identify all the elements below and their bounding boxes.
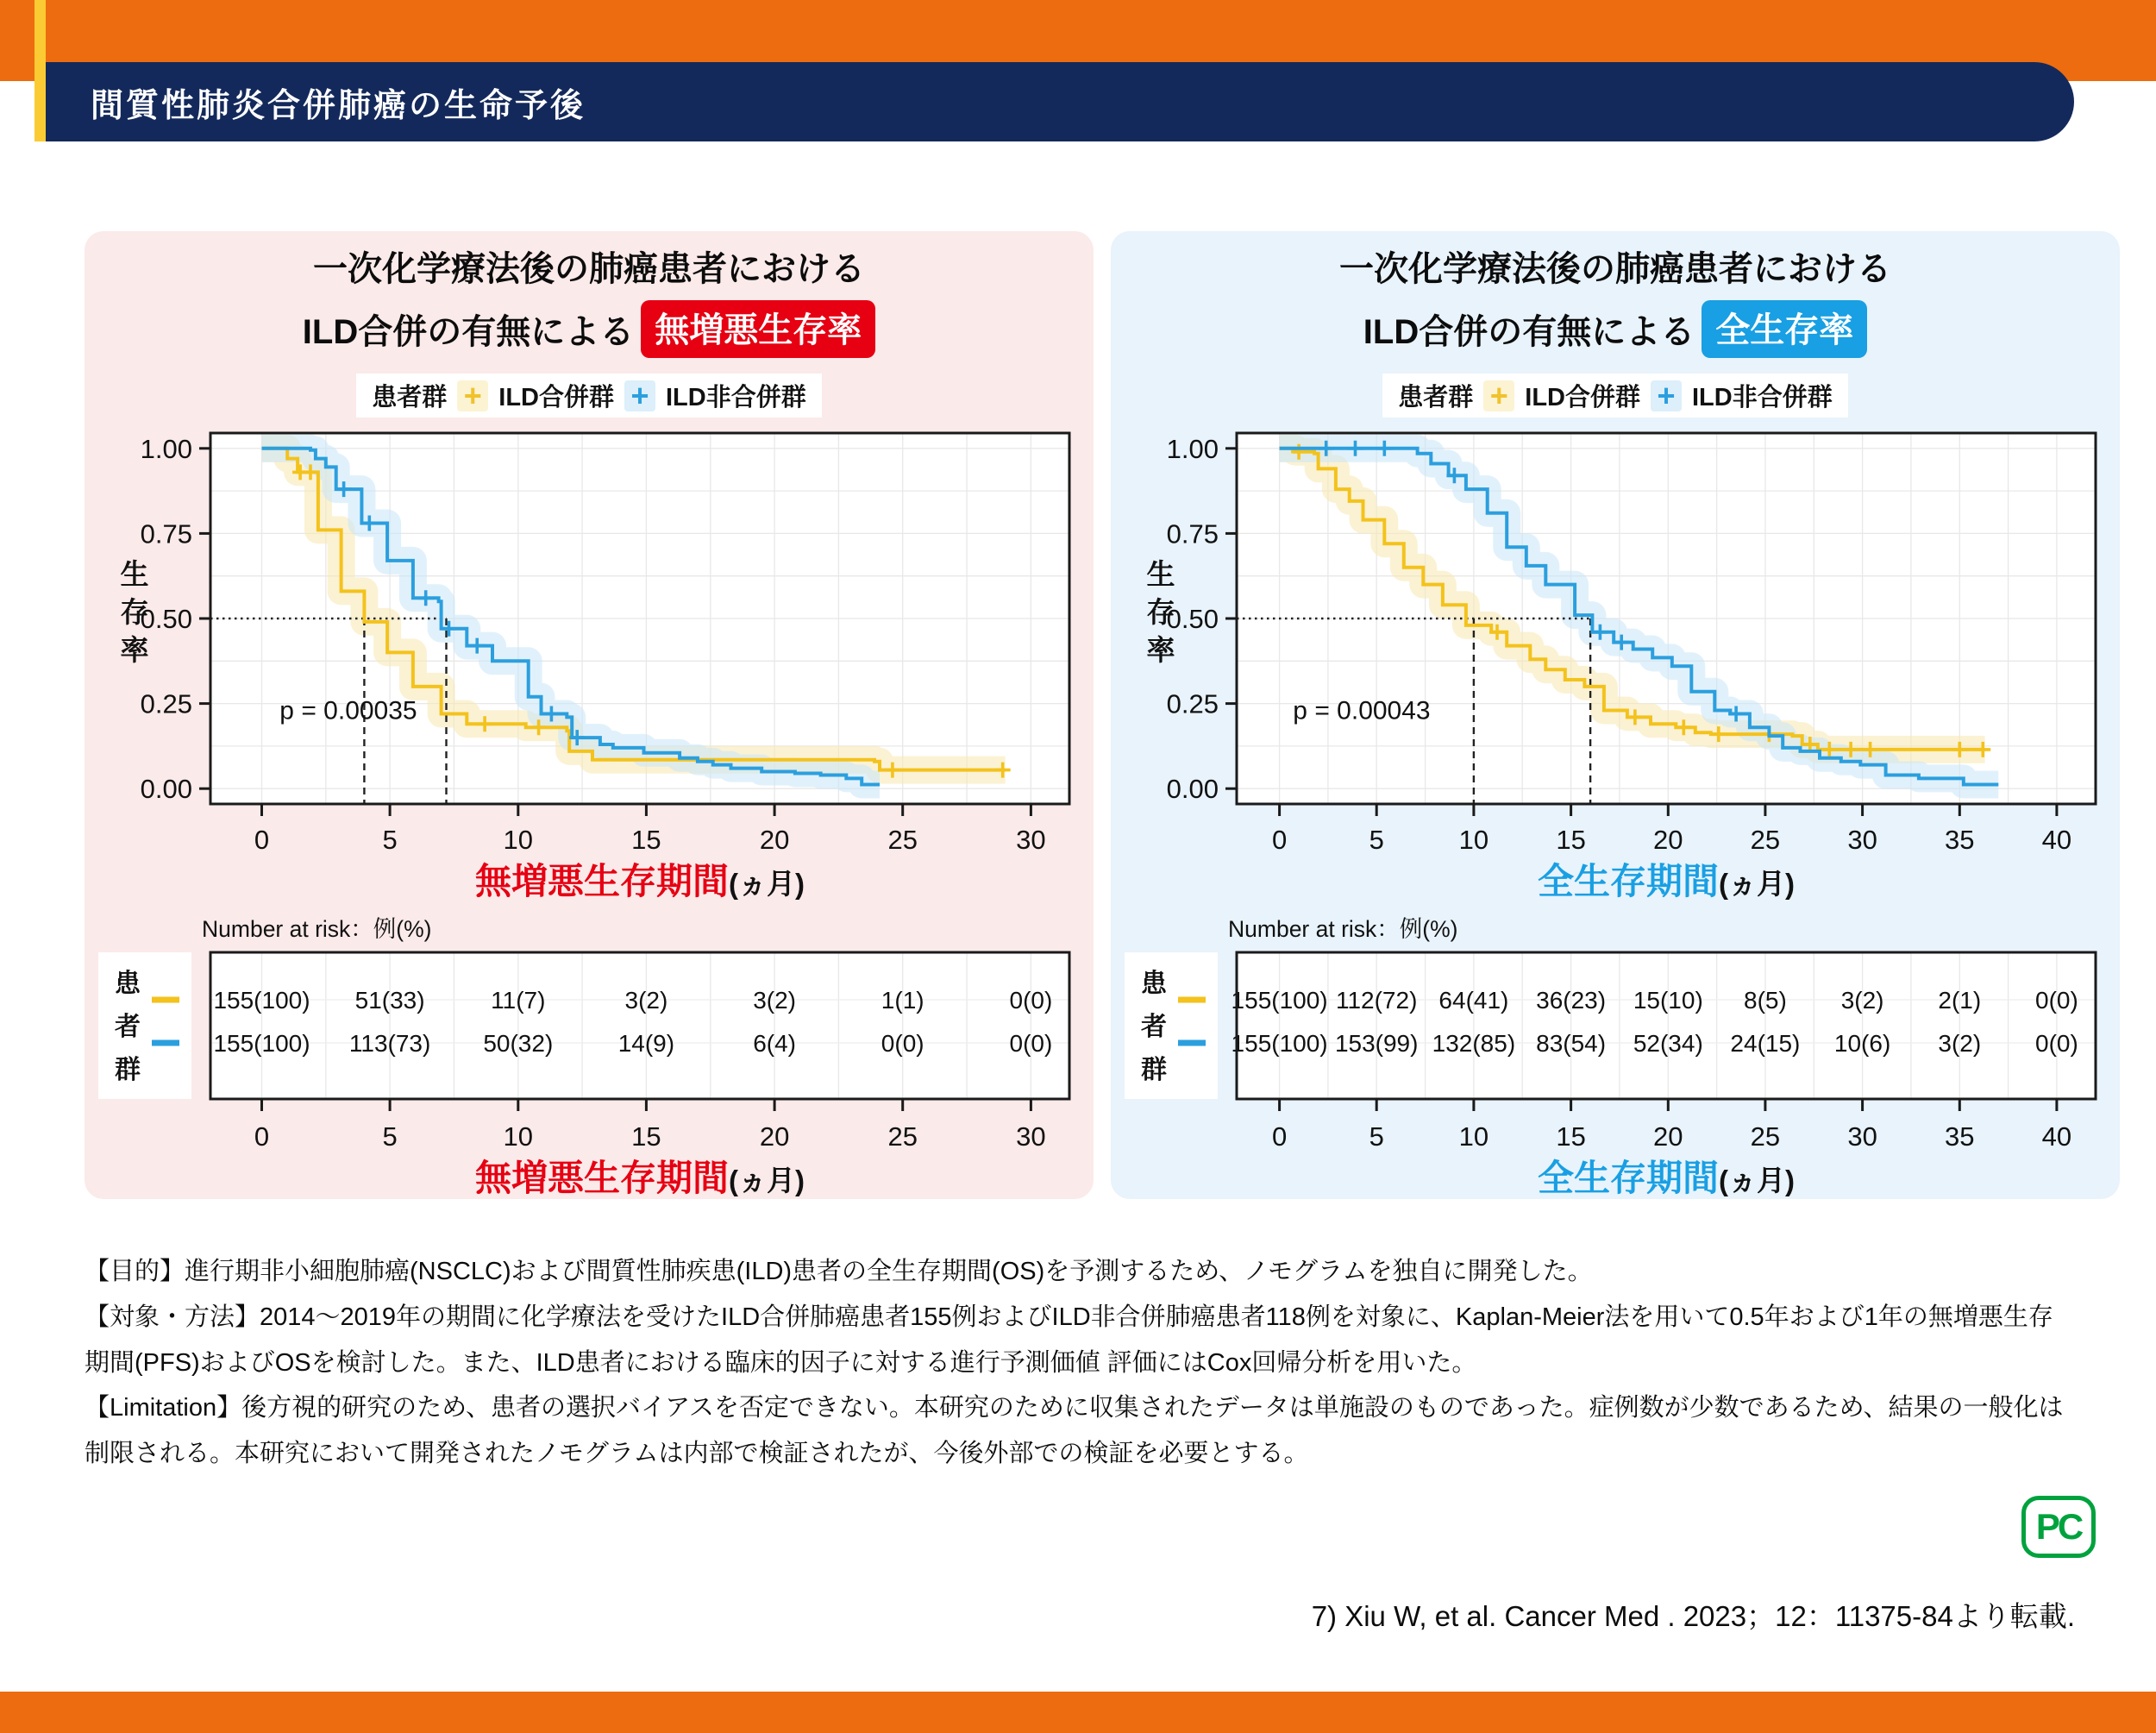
svg-text:者: 者: [115, 1013, 141, 1041]
svg-text:5: 5: [382, 1121, 398, 1152]
svg-text:0.25: 0.25: [1166, 688, 1219, 719]
svg-text:52(34): 52(34): [1633, 1030, 1703, 1057]
yellow-accent-stripe: [34, 0, 46, 141]
svg-text:p = 0.00035: p = 0.00035: [279, 696, 417, 725]
svg-text:0(0): 0(0): [881, 1030, 924, 1057]
svg-text:0: 0: [1271, 1121, 1288, 1152]
svg-text:0: 0: [254, 825, 270, 855]
svg-text:15: 15: [631, 825, 661, 855]
panel-os: [1111, 231, 2120, 1199]
svg-text:35: 35: [1945, 825, 1975, 855]
svg-text:1(1): 1(1): [881, 987, 924, 1014]
legend-group-label: 患者群: [372, 384, 448, 411]
svg-text:50(32): 50(32): [483, 1030, 554, 1057]
svg-text:35: 35: [1945, 1121, 1975, 1152]
svg-text:0.50: 0.50: [1166, 604, 1219, 634]
svg-text:生: 生: [120, 558, 149, 590]
panel-os-title-prefix: ILD合併の有無による: [1363, 313, 1695, 351]
svg-text:25: 25: [1750, 825, 1781, 855]
svg-text:83(54): 83(54): [1536, 1030, 1607, 1057]
svg-text:3(2): 3(2): [1840, 987, 1884, 1014]
legend-pfs: [85, 374, 1094, 418]
os-badge: 全生存率: [1702, 300, 1867, 358]
svg-text:存: 存: [1146, 596, 1175, 628]
svg-text:0(0): 0(0): [2035, 987, 2078, 1014]
svg-text:155(100): 155(100): [1231, 987, 1328, 1014]
ild-series-marker-icon: +: [457, 380, 488, 411]
svg-text:率: 率: [120, 634, 149, 666]
svg-text:1.00: 1.00: [140, 433, 192, 464]
svg-text:3(2): 3(2): [624, 987, 668, 1014]
svg-text:30: 30: [1016, 825, 1046, 855]
panel-pfs: [85, 231, 1094, 1199]
svg-text:0: 0: [254, 1121, 270, 1152]
svg-text:0.00: 0.00: [1166, 774, 1219, 805]
footnote-limitation: 【Limitation】後方視的研究のため、患者の選択バイアスを否定できない。本研究のために収集されたデータは単施設のものであった。症例数が少数であるため、結果の一般化は制限される。本研究において開発されたノモグラムは内部で検証されたが、今後外部での検証を必要とする。: [85, 1394, 2064, 1468]
citation: 7) Xiu W, et al. Cancer Med . 2023；12：11375-84より転載.: [1311, 1600, 2075, 1632]
svg-text:p = 0.00043: p = 0.00043: [1293, 696, 1431, 725]
svg-text:30: 30: [1847, 825, 1877, 855]
svg-text:40: 40: [2041, 1121, 2072, 1152]
svg-text:6(4): 6(4): [753, 1030, 796, 1057]
svg-text:8(5): 8(5): [1744, 987, 1787, 1014]
svg-text:2(1): 2(1): [1938, 987, 1982, 1014]
svg-text:10: 10: [503, 1121, 534, 1152]
svg-text:153(99): 153(99): [1334, 1030, 1419, 1057]
risk-table-os: [1116, 916, 2115, 1202]
svg-text:40: 40: [2041, 825, 2072, 855]
svg-text:20: 20: [759, 825, 790, 855]
svg-text:51(33): 51(33): [354, 987, 425, 1014]
svg-text:0.50: 0.50: [140, 604, 192, 634]
svg-text:0(0): 0(0): [1009, 1030, 1053, 1057]
legend-group-label: 患者群: [1398, 384, 1474, 411]
svg-text:25: 25: [887, 825, 918, 855]
svg-text:Number at risk：例(%): Number at risk：例(%): [202, 916, 432, 942]
svg-text:Number at risk：例(%): Number at risk：例(%): [1228, 916, 1458, 942]
pc-logo-text: PC: [2035, 1506, 2082, 1547]
non-ild-series-marker-icon: +: [624, 380, 655, 411]
footnote-objective: 【目的】進行期非小細胞肺癌(NSCLC)および間質性肺疾患(ILD)患者の全生存期間(OS)を予測するため、ノモグラムを独自に開発した。: [85, 1258, 1593, 1285]
legend-series2-label: ILD非合併群: [1692, 384, 1833, 411]
svg-text:率: 率: [1146, 634, 1175, 666]
svg-text:0(0): 0(0): [2035, 1030, 2078, 1057]
page-title: 間質性肺炎合併肺癌の生命予後: [91, 87, 586, 124]
svg-text:1.00: 1.00: [1166, 433, 1219, 464]
svg-text:0.25: 0.25: [140, 688, 192, 719]
svg-text:患: 患: [115, 970, 141, 998]
svg-text:25: 25: [887, 1121, 918, 1152]
svg-text:全生存期間(ヵ月): 全生存期間(ヵ月): [1538, 861, 1795, 901]
panel-os-title-line2: [1111, 300, 2120, 358]
svg-text:155(100): 155(100): [213, 987, 310, 1014]
svg-text:10: 10: [1458, 1121, 1489, 1152]
svg-text:者: 者: [1141, 1013, 1167, 1041]
panel-pfs-title-line2: [85, 300, 1094, 358]
panel-pfs-title-prefix: ILD合併の有無による: [302, 313, 635, 351]
footnote-methods: 【対象・方法】2014～2019年の期間に化学療法を受けたILD合併肺癌患者155例およびILD非合併肺癌患者118例を対象に、Kaplan-Meier法を用いて0.5年および1年の無増悪生存期間(PFS)およびOSを検討した。また、ILD患者における臨床的因子に対する進行予測価値 評価にはCox回帰分析を用いた。: [85, 1303, 2053, 1377]
risk-table-pfs: [90, 916, 1088, 1202]
svg-text:無増悪生存期間(ヵ月): 無増悪生存期間(ヵ月): [475, 861, 805, 901]
svg-text:30: 30: [1847, 1121, 1877, 1152]
svg-text:20: 20: [759, 1121, 790, 1152]
svg-text:0: 0: [1271, 825, 1288, 855]
svg-text:5: 5: [1369, 1121, 1384, 1152]
svg-text:5: 5: [382, 825, 398, 855]
svg-text:155(100): 155(100): [1231, 1030, 1328, 1057]
pfs-badge: 無増悪生存率: [641, 300, 875, 358]
svg-text:5: 5: [1369, 825, 1384, 855]
svg-text:15(10): 15(10): [1633, 987, 1703, 1014]
svg-text:15: 15: [1556, 1121, 1586, 1152]
page-title-bar: [46, 62, 2074, 141]
svg-text:112(72): 112(72): [1335, 987, 1418, 1014]
svg-text:10: 10: [503, 825, 534, 855]
svg-text:20: 20: [1653, 1121, 1683, 1152]
svg-text:群: 群: [1141, 1056, 1167, 1084]
svg-text:0(0): 0(0): [1009, 987, 1053, 1014]
svg-text:15: 15: [1556, 825, 1586, 855]
svg-text:0.75: 0.75: [140, 518, 192, 549]
svg-text:132(85): 132(85): [1432, 1030, 1516, 1057]
svg-text:155(100): 155(100): [213, 1030, 310, 1057]
svg-text:113(73): 113(73): [348, 1030, 431, 1057]
svg-text:11(7): 11(7): [491, 987, 546, 1014]
panel-os-title-line1: 一次化学療法後の肺癌患者における: [1339, 250, 1891, 288]
legend-os: [1111, 374, 2120, 418]
legend-series1-label: ILD合併群: [498, 384, 614, 411]
footnotes: [85, 1249, 2075, 1477]
svg-text:24(15): 24(15): [1730, 1030, 1801, 1057]
km-chart-os: [1116, 426, 2115, 909]
svg-text:14(9): 14(9): [617, 1030, 675, 1057]
svg-text:30: 30: [1016, 1121, 1046, 1152]
svg-text:25: 25: [1750, 1121, 1781, 1152]
svg-text:患: 患: [1141, 970, 1167, 998]
bottom-accent-bar: [0, 1692, 2156, 1733]
svg-text:20: 20: [1653, 825, 1683, 855]
km-chart-pfs: [90, 426, 1088, 909]
svg-text:全生存期間(ヵ月): 全生存期間(ヵ月): [1538, 1158, 1795, 1198]
svg-text:群: 群: [115, 1056, 141, 1084]
svg-text:3(2): 3(2): [753, 987, 796, 1014]
panel-pfs-title-line1: 一次化学療法後の肺癌患者における: [313, 250, 865, 288]
svg-text:存: 存: [120, 596, 149, 628]
ild-series-marker-icon: +: [1483, 380, 1514, 411]
svg-text:0.00: 0.00: [140, 774, 192, 805]
svg-text:0.75: 0.75: [1166, 518, 1219, 549]
svg-text:生: 生: [1146, 558, 1175, 590]
svg-text:36(23): 36(23): [1536, 987, 1607, 1014]
svg-text:10: 10: [1458, 825, 1489, 855]
svg-text:64(41): 64(41): [1438, 987, 1509, 1014]
svg-text:無増悪生存期間(ヵ月): 無増悪生存期間(ヵ月): [475, 1158, 805, 1198]
non-ild-series-marker-icon: +: [1651, 380, 1682, 411]
svg-text:15: 15: [631, 1121, 661, 1152]
legend-series1-label: ILD合併群: [1525, 384, 1640, 411]
legend-series2-label: ILD非合併群: [666, 384, 806, 411]
svg-text:10(6): 10(6): [1833, 1030, 1891, 1057]
svg-text:3(2): 3(2): [1938, 1030, 1982, 1057]
pc-logo: [2021, 1496, 2096, 1558]
